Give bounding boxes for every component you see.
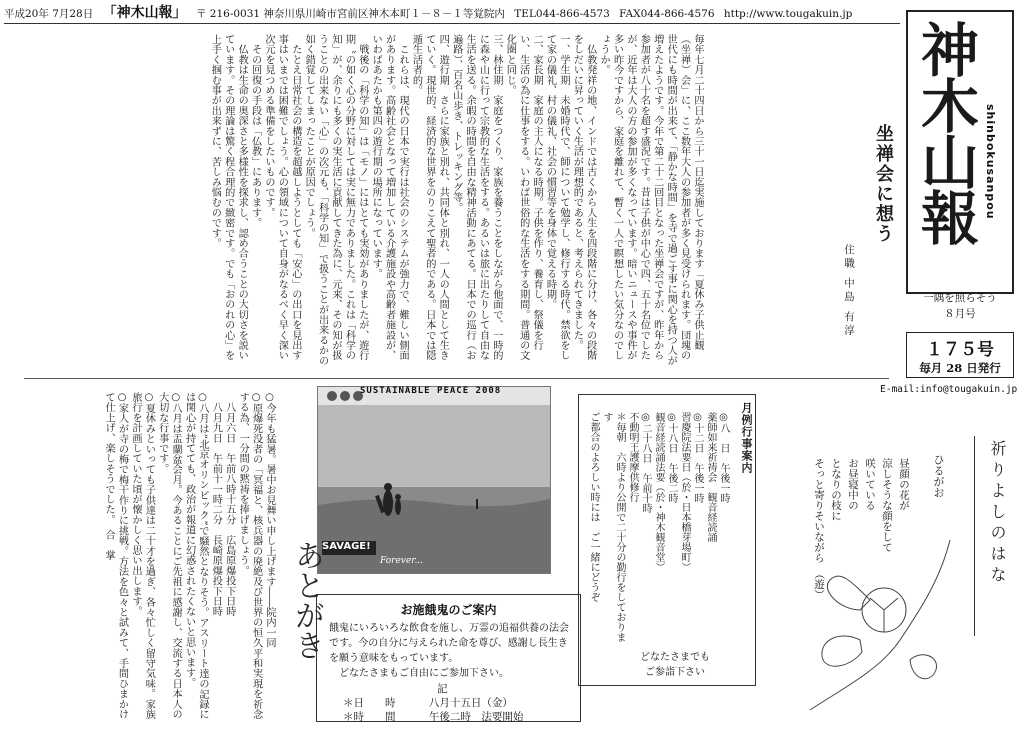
poem-heading: ひるがお (932, 454, 945, 498)
issue-number: １７５号 (926, 340, 994, 360)
events-footer-line1: どなたさまでも (640, 652, 710, 663)
events-body: ◎八 日 午後一時 薬師如来祈祷会 観音経読誦 ◎十二日 午後一時 習慶院法要日（於・日本橋芽場町） ◎十八日 午後二時 観音経読誦法要（於・神木観音堂） ◎二十八日 午前十時 不動明王護摩供修行 ＊毎朝 六時より公開で二十分の勤行をしております ご都合のよろしい時には ご一緒にどうぞ (588, 412, 729, 642)
poem-body: 昼顔の花が 涼しそうな顔をして 咲いている お昼寝中の となりの枝に そっと寄りそいながら （遊） (813, 458, 910, 600)
notice-date-key: ＊日 時 (343, 697, 396, 709)
telephone: TEL044-866-4573 (514, 8, 610, 20)
header-bar (4, 3, 900, 24)
issue-date: 平成20年 7月28日 (4, 8, 94, 20)
photo-tagline: Forever... (380, 556, 424, 566)
poem-rule (974, 436, 975, 636)
article-title: 坐禅会に想う (873, 124, 894, 244)
notice-date-row (343, 695, 513, 710)
website-link[interactable]: http://www.tougakuin.jp (723, 8, 853, 20)
photo-caption: SUSTAINABLE PEACE 2008 (360, 386, 502, 396)
notice-time-key: ＊時 間 (343, 711, 396, 723)
notice-record-label: 記 (437, 683, 448, 695)
events-title: 月例行事案内 (740, 402, 753, 474)
section-divider (24, 378, 889, 379)
masthead-title: 神木山報 (911, 20, 979, 244)
fax: FAX044-866-4576 (619, 8, 715, 20)
article-body: 毎年七月二十四日から三十一日迄実施しております「夏休み子供止観（坐禅）会」に、ここ数年大人の参加者が多く見受けられます。団塊の世代にも時間が出来て、「静かな時間」を寺で過ごす事に関心を持つ人が増えたようです。今年で第二十二回目となった坐禅会ですが、昨年から参加者が八十名を超す盛況です。昔は子供が中心で四、五十名位でしたが、近年は大人の方の参加が多くなっています。暗いニュースや事件が多い昨今ですから、家庭を離れて、暫く一人で瞑想したい気分なのでしょうか。 仏教発祥の地、インドでは古くから人生を四段階に分け、各々の段階をしだいに昇っていく生活が理想的であると、考えられてきました。 一、学生期 未婚時代で、師について勉学し、修行する時代。禁欲をして家の儀礼、村の儀礼、社会の慣習等を身体で覚える時期。 二、家長期 家庭の主人になる時期。子供を作り、養育し、祭儀を行い、生活の為に仕事をする。いわば世俗的な生活をする期間。普通の文化圏と同じ。 三、林住期 家庭をつくり、家族を養うことをしながら他面で、一時的に森や山に行って宗教的な生活をする。あるいは旅に出たりして自由な生活を送る。余暇の時間を自由な精神活動にあてる。日本での巡行（お遍路）、百名山歩き、トレッキング等。 四、遊行期 さらに家族と別れ、共同体と別れ、一人の人間として生きていく。現世的、経済的な世界をのりこえて聖者的である。日本では隠遁生活者的。 これらは、現代の日本で実行は社会のシステムが強力で、難しい側面があります。高齢社会となって増加している介護施設や高齢者施設が、いわばあたかも第四の遊行期の場所になっています。 戦後の「科学の知」は「モノ」にはとても実効がありましたが、遊行期〝の如く心の分野に対しては実に無力でありました。これは「科学の知」が、余りにも多くの実生活に貢献してきた為に、元来、その知が扱うことの出来ない「心」の次元も、「科学の知」で扱うことが出来るかの如く錯覚してしまったことが原因でしょう。 たとえ日常社会の構造を超越しようとしても「安心」の出口を見出す事はいまでは困難でしょう。心の領域について自身がなるべく早く深い次元を見つめる準備をしたいものです。 その回復の手段は「仏教」にあります。 仏教は生命の奥深さと多様性を探求し、認め合うことの大切さを説いています。その理論は驚く程合理的で緻密です。でも「おのれの心」を上手く掴む事が出来ずに、苦しみ悩むのです。 (209, 34, 703, 366)
notice-title: お施餓鬼のご案内 (400, 603, 497, 617)
notice-time-row (343, 709, 523, 724)
issue-box (906, 332, 1014, 378)
article-author: 住職 中島 有淳 (843, 244, 855, 338)
segaki-notice (316, 594, 581, 722)
poem-series-title: 祈りよしのはな (988, 440, 1007, 587)
email-link[interactable]: E-mail:info@tougakuin.jp (880, 384, 1018, 395)
motto: 一隅を照らそう (923, 292, 997, 304)
issue-month: ８月号 (944, 308, 976, 320)
morning-glory-illustration (800, 540, 960, 720)
notice-body: 餓鬼にいろいろな飲食を施し、万霊の追福供養の法会です。今の自分に与えられた命を尊び、感謝し長生きを願う意味をもっています。 どなたさまもご自由にご参加下さい。 (329, 623, 569, 679)
notice-time-value: 午後二時 法要開始 (428, 711, 524, 723)
publish-frequency: 毎月 28 日発行 (919, 361, 1001, 375)
notice-date-value: 八月十五日（金） (428, 697, 513, 709)
atogaki-body: ○今年も猛暑。暑中お見舞い申し上げます――院内一同 ○原爆死没者の「冥福と、核兵器の廃絶及び世界の恒久平和実現を祈念する為、一分間の黙祷を捧げましょう。 八月六日 午前八時十五分 広島原爆投下日時 八月九日 午前十一時二分 長崎原爆投下日時 ○八月は“北京オリンピック”で騒然となりそう。アスリート達の記録には関心が持てても、政治が報道に幻惑されたくないと思います。 ○八月は盂蘭盆会月。今あることにご先祖に感謝し、交流する日本人の大切な行事です。 ○夏休みといっても子供達は二十才を過ぎ、各々忙しく留守気味。家族旅行を計画していた頃が懐かしく思い出します。 ○家人が寺の梅で梅干作りに挑戦。方法を色々と試みて、手間ひまかけて仕上げ、楽しそうでした。 合 掌 (103, 392, 275, 720)
events-footer-line2: ご参詣下さい (645, 667, 705, 678)
paper-name: 「神木山報」 (102, 5, 187, 21)
events-footer (600, 650, 750, 680)
atogaki-title: あとがき (289, 540, 324, 660)
postal-address: 〒 216-0031 神奈川県川崎市宮前区神木本町１－８－１等覚院内 (195, 8, 505, 20)
photo-badge: SAVAGE! (322, 541, 371, 552)
masthead-romanization: shinbokusanpou (984, 104, 997, 220)
